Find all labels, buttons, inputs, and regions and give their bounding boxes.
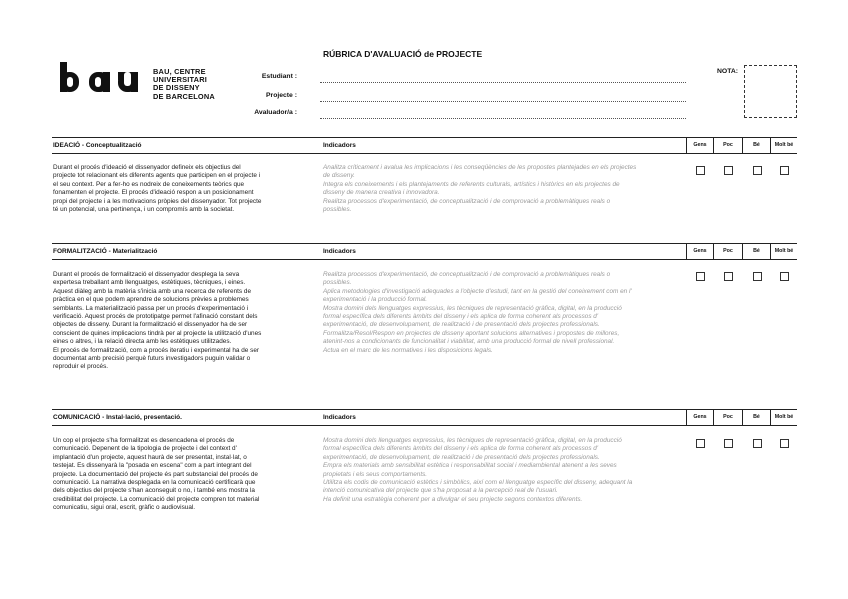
description-line: objectes de disseny. Durant la formalització el dissenyador ha de ser [53,321,248,329]
description-line: Un cop el projecte s'ha formalitzat es desencadena el procés de [53,437,235,444]
column-separator [742,137,743,153]
description-line: projecte. La documentació del projecte és part substancial del procés de [53,470,258,478]
student-field[interactable] [320,82,686,83]
col-head-molt-be: Molt bé [774,142,794,148]
indicators-list [323,164,685,214]
indicator-line: possibles. [323,206,352,214]
checkbox-be[interactable] [753,439,762,448]
checkbox-be[interactable] [753,272,762,281]
logo-line: BAU, CENTRE [153,67,206,76]
indicator-line: Actua en el marc de les normatives i les disposicions legals. [323,346,493,354]
description-line: reproduir el procés. [53,363,109,371]
logo-line: DE BARCELONA [153,91,215,101]
indicator-line: formal específica dels diferents àmbits del disseny i els aplica de forma coherent als processos d' [323,445,599,453]
section-description [53,437,315,513]
section-divider [52,259,797,260]
indicator-line: Ha definit una estratègia coherent per a divulgar el seu projecte segons contextos diferents. [323,495,583,503]
column-separator [686,243,687,259]
section-title-ideacio: IDEACIÓ - Conceptualització [53,142,142,149]
column-separator [686,137,687,153]
evaluator-field[interactable] [320,118,686,119]
col-head-poc: Poc [723,414,733,420]
description-line: comunicació. La narrativa desplegada en la comunicació certificarà que [53,479,256,487]
checkbox-molt-be[interactable] [780,166,789,175]
description-line: Durant el procés de formalització el dissenyador desplega la seva [53,271,240,278]
description-line: verificació. Aquest procés de prototipatge permet l'afinació constant dels [53,313,258,321]
col-head-gens: Gens [693,248,707,254]
checkbox-molt-be[interactable] [780,439,789,448]
section-description [53,271,315,372]
section-description [53,164,315,214]
nota-box[interactable] [744,65,797,118]
checkbox-be[interactable] [753,166,762,175]
indicator-line: Empra els materials amb sensibilitat estètica i responsabilitat social i mediambiental atenent a les seves [323,462,617,470]
evaluator-label: Avaluador/a : [254,109,297,116]
description-line: comunicació. Depenent de la tipologia de projecte i del context d' [53,445,237,453]
section-title-formalitzacio: FORMALITZACIÓ - Materialització [53,248,158,255]
col-head-be: Bé [753,414,760,420]
column-separator [770,409,771,425]
logo-line: UNIVERSITARI [153,75,208,85]
checkbox-gens[interactable] [696,166,705,175]
page-title: RÚBRICA D'AVALUACIÓ de PROJECTE [323,49,483,59]
col-head-molt-be: Molt bé [774,414,794,420]
description-line: propi del projecte i a les motivacions pròpies del dissenyador. Tot projecte [53,197,262,205]
description-line: Aquest diàleg amb la matèria s'inicia amb una recerca de referents de [53,287,252,295]
checkbox-molt-be[interactable] [780,272,789,281]
description-line: eines o altres, i la relació directa amb les estètiques utilitzades. [53,338,232,346]
description-line: conscient de quines implicacions tindrà per al projecte la utilització d'unes [53,329,262,337]
column-separator [742,409,743,425]
nota-label: NOTA: [717,68,739,75]
indicator-line: Integra els coneixements i els plantejaments de referents culturals, artístics i històrics en els projectes de [323,180,620,188]
indicator-line: disseny de manera creativa i innovadora. [323,189,440,197]
indicators-list [323,271,685,355]
project-label: Projecte : [266,92,297,99]
description-line: expertesa treballant amb llenguatges, estètiques, tècniques, i eines. [53,279,246,287]
indicator-line: Aplica metodologies d'investigació adequades a l'objecte d'estudi, tant en la gestió del coneixement com en l' [323,287,632,295]
indicator-line: possibles. [323,279,352,287]
col-head-be: Bé [753,248,760,254]
indicator-line: de disseny. [323,172,355,180]
indicator-line: experimentació i la producció formal. [323,296,428,304]
col-head-gens: Gens [693,142,707,148]
indicator-line: experimentació, de desenvolupament, de realització i de presentació dels projectes professionals. [323,321,600,329]
column-separator [713,409,714,425]
indicator-line: propietats i els seus comportaments. [323,470,428,478]
column-separator [686,409,687,425]
indicators-list [323,437,685,504]
checkbox-poc[interactable] [724,272,733,281]
description-line: dels objectius del projecte s'han aconseguit o no, i també ens mostra la [53,487,255,495]
column-separator [742,243,743,259]
description-line: el seu context. Per a fer-ho es nodreix de coneixements teòrics que [53,180,245,188]
description-line: projecte tot relacionant els diferents agents que participen en el projecte i [53,172,261,180]
indicator-line: experimentació, de desenvolupament, de realització i de presentació dels projectes professionals. [323,453,600,461]
indicators-header: Indicadors [323,142,356,149]
column-separator [770,137,771,153]
section-title-comunicacio: COMUNICACIÓ - Instal·lació, presentació. [53,414,182,421]
description-line: El procés de formalització, com a procés iteratiu i experimental ha de ser [53,346,260,354]
indicator-line: formal específica dels diferents àmbits del disseny i els aplica de forma coherent als processos d' [323,313,599,321]
column-separator [770,243,771,259]
description-line: pràctica en el que podem aprendre de solucions prèvies a problemes [53,296,249,304]
description-line: comunicatiu, sigui oral, escrit, gràfic o audiovisual. [53,504,196,512]
col-head-poc: Poc [723,142,733,148]
indicator-line: Realitza processos d'experimentació, de conceptualització i de comprovació a problemàtiques reals o [323,197,611,205]
checkbox-gens[interactable] [696,439,705,448]
col-head-gens: Gens [693,414,707,420]
logo-line: DE DISSENY [153,83,200,93]
description-line: semblants. La materialització passa per un procés d'experimentació i [53,304,249,312]
checkbox-poc[interactable] [724,166,733,175]
indicator-line: Realitza processos d'experimentació, de conceptualització i de comprovació a problemàtiques reals o [323,271,611,278]
description-line: Durant el procés d'ideació el dissenyador defineix els objectius del [53,164,241,171]
description-line: credibilitat del projecte. La comunicació del projecte compren tot material [53,495,260,503]
checkbox-poc[interactable] [724,439,733,448]
column-separator [713,137,714,153]
col-head-poc: Poc [723,248,733,254]
indicator-line: Mostra domini dels llenguatges expressius, les tècniques de representació gràfica, digital, en la producció [323,437,622,444]
indicators-header: Indicadors [323,414,356,421]
checkbox-gens[interactable] [696,272,705,281]
student-label: Estudiant : [261,73,297,80]
bau-logo [60,62,150,94]
indicator-line: Mostra domini dels llenguatges expressius, les tècniques de representació gràfica, digital, en la producció [323,304,622,312]
logo-text [153,68,215,101]
indicators-header: Indicadors [323,248,356,255]
section-divider [52,153,797,154]
description-line: fonamenten el projecte. El procés d'ideació respon a un posicionament [53,189,254,197]
description-line: implantació d'un projecte, aquest haurà de ser presentat, instal·lat, o [53,453,247,461]
description-line: té un potencial, una pertinença, i un compromís amb la societat. [53,206,235,214]
indicator-line: intenció comunicativa del projecte que s'ha proposat a la percepció real de l'usuari. [323,487,558,495]
indicator-line: atenint-nos a condicionants de funcionalitat i viabilitat, amb una producció formal de nivell professional. [323,338,615,346]
project-field[interactable] [320,101,686,102]
description-line: testejat. Es dissenyarà la "posada en escena" com a part integrant del [53,462,252,470]
indicator-line: Analitza críticament i avalua les implicacions i les conseqüències de les propostes plantejades en els projectes [323,164,637,171]
description-line: documentat amb precisió perquè futurs investigadors puguin validar o [53,355,251,363]
col-head-be: Bé [753,142,760,148]
section-divider [52,425,797,426]
indicator-line: Utilitza els codis de comunicació estètics i simbòlics, així com el llenguatge específic del disseny, adequant la [323,479,633,487]
column-separator [713,243,714,259]
col-head-molt-be: Molt bé [774,248,794,254]
indicator-line: Formalitza/Resol/Respon en projectes de disseny aportant solucions alternatives i propostes de millores, [323,329,620,337]
